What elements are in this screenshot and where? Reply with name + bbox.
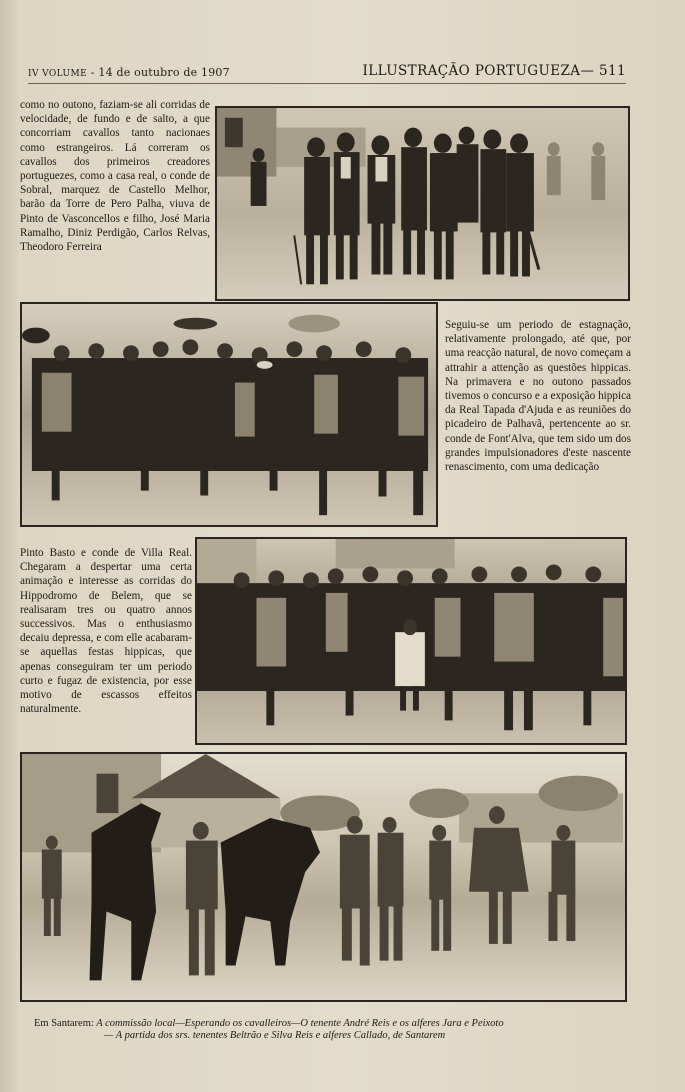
- group-photo-officers: [195, 537, 627, 745]
- header-page-number: — 511: [580, 63, 626, 79]
- group-photo-officers-image: [197, 539, 625, 743]
- horses-departure-photo: [20, 752, 627, 1002]
- crowd-photo-waiting-image: [22, 304, 436, 525]
- caption-place: Em Santarem:: [34, 1018, 94, 1029]
- horses-departure-photo-image: [22, 754, 625, 1000]
- article-text-column-1: como no outono, faziam-se ali corridas de velocidade, de fundo e de salto, a que concorriam cavallos tanto nacionaes como estrangeiros. Lá correram os cavallos dos primeiros creadores portuguezes, como a casa real, o conde de Sobral, marquez de Castello Melhor, barão da Torre de Pero Palha, viuva de Pinto de Vasconcellos e filho, José Maria Ramalho, Diniz Perdigão, Carlos Relvas, Theodoro Ferreira: [20, 99, 210, 254]
- header-date: 14 de outubro de 1907: [98, 66, 230, 79]
- page-header: [28, 62, 626, 84]
- article-text-column-2: Seguiu-se um periodo de estagnação, relativamente prolongado, até que, por uma reacção natural, de novo começam a attrahir a attenção as questões hippicas. Na primavera e no outono passados tivemos o concurso e a exposição hippica da Real Tapada d'Ajuda e as reuniões do picadeiro de Palhavã, pertencente ao sr. conde de Font'Alva, que tem sido um dos grandes impulsionadores d'este nascente renascimento, com uma dedicação: [445, 319, 631, 474]
- caption-line-1: A commissão local—Esperando os cavalleiros—O tenente André Reis e os alferes Jara e Peixoto: [93, 1018, 504, 1029]
- photo-caption: [34, 1018, 634, 1042]
- header-volume-date: [28, 66, 230, 79]
- header-volume: IV VOLUME: [28, 69, 88, 79]
- header-dash: -: [87, 66, 99, 79]
- header-title-block: [363, 63, 626, 79]
- header-title: ILLUSTRAÇÃO PORTUGUEZA: [362, 63, 581, 79]
- group-photo-commission-image: [217, 108, 628, 299]
- article-text-column-3: Pinto Basto e conde de Villa Real. Chegaram a despertar uma certa animação e interesse as corridas do Hippodromo de Belem, que se realisaram tres ou quatro annos successivos. Mas o enthusiasmo decaiu depressa, e com elle acabaram-se aquellas festas hippicas, que apenas conseguiram ter um periodo curto e fugaz de existencia, por esse motivo de escassos effeitos naturalmente.: [20, 547, 192, 716]
- crowd-photo-waiting: [20, 302, 438, 527]
- group-photo-commission: [215, 106, 630, 301]
- caption-line-2: — A partida dos srs. tenentes Beltrão e Silva Reis e alferes Callado, de Santarem: [104, 1030, 446, 1041]
